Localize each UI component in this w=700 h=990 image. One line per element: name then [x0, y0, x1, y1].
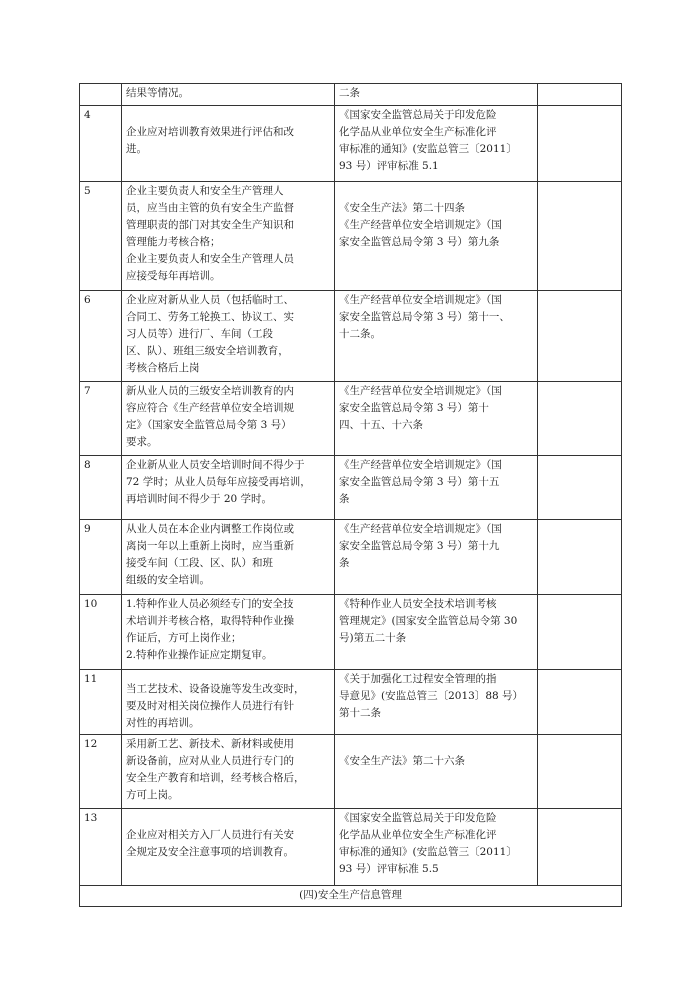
empty-cell	[538, 809, 622, 886]
basis-cell: 《生产经营单位安全培训规定》（国 家安全监管总局令第 3 号）第十 四、十五、十六条	[335, 382, 538, 456]
row-number: 8	[80, 456, 122, 520]
empty-cell	[538, 456, 622, 520]
basis-text: 《安全生产法》第二十六条	[339, 755, 465, 767]
table-row	[80, 182, 622, 291]
basis-text: 《安全生产法》第二十四条 《生产经营单位安全培训规定》（国 家安全监管总局令第 3 号）第九条	[339, 202, 502, 248]
requirement-text: 当工艺技术、设备设施等发生改变时， 要及时对相关岗位操作人员进行有针 对性的再培训。	[126, 683, 305, 729]
empty-cell	[538, 735, 622, 809]
requirement-cell: 结果等情况。	[122, 84, 335, 106]
requirement-cell: 企业主要负责人和安全生产管理人 员，应当由主管的负有安全生产监督 管理职责的部门对其安全生产知识和 管理能力考核合格； 企业主要负责人和安全生产管理人员 应接受每年再培训。	[122, 182, 335, 291]
row-number: 11	[80, 670, 122, 735]
row-number: 4	[80, 106, 122, 182]
requirement-text: 企业应对培训教育效果进行评估和改 进。	[126, 126, 294, 155]
row-number: 12	[80, 735, 122, 809]
requirement-cell	[122, 809, 335, 886]
row-number: 13	[80, 809, 122, 886]
basis-cell: 《特种作业人员安全技术培训考核 管理规定》(国家安全监管总局令第 30 号)第五二十条	[335, 595, 538, 670]
basis-cell: 《生产经营单位安全培训规定》（国 家安全监管总局令第 3 号）第十九 条	[335, 520, 538, 595]
table-row	[80, 595, 622, 670]
requirement-cell: 采用新工艺、新技术、新材料或使用 新设备前，应对从业人员进行专门的 安全生产教育和培训，经考核合格后， 方可上岗。	[122, 735, 335, 809]
table-row	[80, 84, 622, 106]
requirement-cell	[122, 670, 335, 735]
section-heading: (四)安全生产信息管理	[80, 886, 622, 907]
requirement-cell: 企业应对新从业人员（包括临时工、 合同工、劳务工轮换工、协议工、实 习人员等）进行厂、车间（工段 区、队）、班组三级安全培训教育， 考核合格后上岗	[122, 291, 335, 382]
empty-cell	[538, 182, 622, 291]
row-number: 5	[80, 182, 122, 291]
requirements-table	[79, 83, 622, 907]
row-number: 10	[80, 595, 122, 670]
basis-cell: 《生产经营单位安全培训规定》（国 家安全监管总局令第 3 号）第十一、 十二条。	[335, 291, 538, 382]
row-number: 7	[80, 382, 122, 456]
empty-cell	[538, 520, 622, 595]
empty-cell	[538, 84, 622, 106]
table-row	[80, 670, 622, 735]
basis-cell: 《生产经营单位安全培训规定》（国 家安全监管总局令第 3 号）第十五 条	[335, 456, 538, 520]
basis-cell: 二条	[335, 84, 538, 106]
table-row	[80, 106, 622, 182]
basis-cell: 《国家安全监管总局关于印发危险 化学品从业单位安全生产标准化评 审标准的通知》(安监总管三〔2011〕 93 号）评审标准 5.1	[335, 106, 538, 182]
table-row	[80, 809, 622, 886]
row-number: 6	[80, 291, 122, 382]
basis-cell: 《国家安全监管总局关于印发危险 化学品从业单位安全生产标准化评 审标准的通知》(安监总管三〔2011〕 93 号）评审标准 5.5	[335, 809, 538, 886]
requirement-cell: 新从业人员的三级安全培训教育的内 容应符合《生产经营单位安全培训规 定》（国家安全监管总局令第 3 号） 要求。	[122, 382, 335, 456]
basis-cell	[335, 182, 538, 291]
basis-cell	[335, 735, 538, 809]
empty-cell	[538, 291, 622, 382]
table-row	[80, 520, 622, 595]
requirement-cell: 企业新从业人员安全培训时间不得少于 72 学时；从业人员每年应接受再培训， 再培训时间不得少于 20 学时。	[122, 456, 335, 520]
table-row	[80, 382, 622, 456]
table-row	[80, 886, 622, 907]
row-number: 9	[80, 520, 122, 595]
empty-cell	[538, 670, 622, 735]
empty-cell	[538, 595, 622, 670]
basis-cell: 《关于加强化工过程安全管理的指 导意见》(安监总管三〔2013〕88 号） 第十二条	[335, 670, 538, 735]
empty-cell	[538, 382, 622, 456]
requirement-cell: 从业人员在本企业内调整工作岗位或 离岗一年以上重新上岗时，应当重新 接受车间（工段、区、队）和班 组级的安全培训。	[122, 520, 335, 595]
table-row	[80, 291, 622, 382]
table-row	[80, 735, 622, 809]
requirement-cell: 1.特种作业人员必须经专门的安全技 术培训并考核合格，取得特种作业操 作证后，方可上岗作业； 2.特种作业操作证应定期复审。	[122, 595, 335, 670]
row-number	[80, 84, 122, 106]
table-row	[80, 456, 622, 520]
requirement-text: 企业应对相关方入厂人员进行有关安 全规定及安全注意事项的培训教育。	[126, 829, 294, 858]
empty-cell	[538, 106, 622, 182]
requirement-cell	[122, 106, 335, 182]
